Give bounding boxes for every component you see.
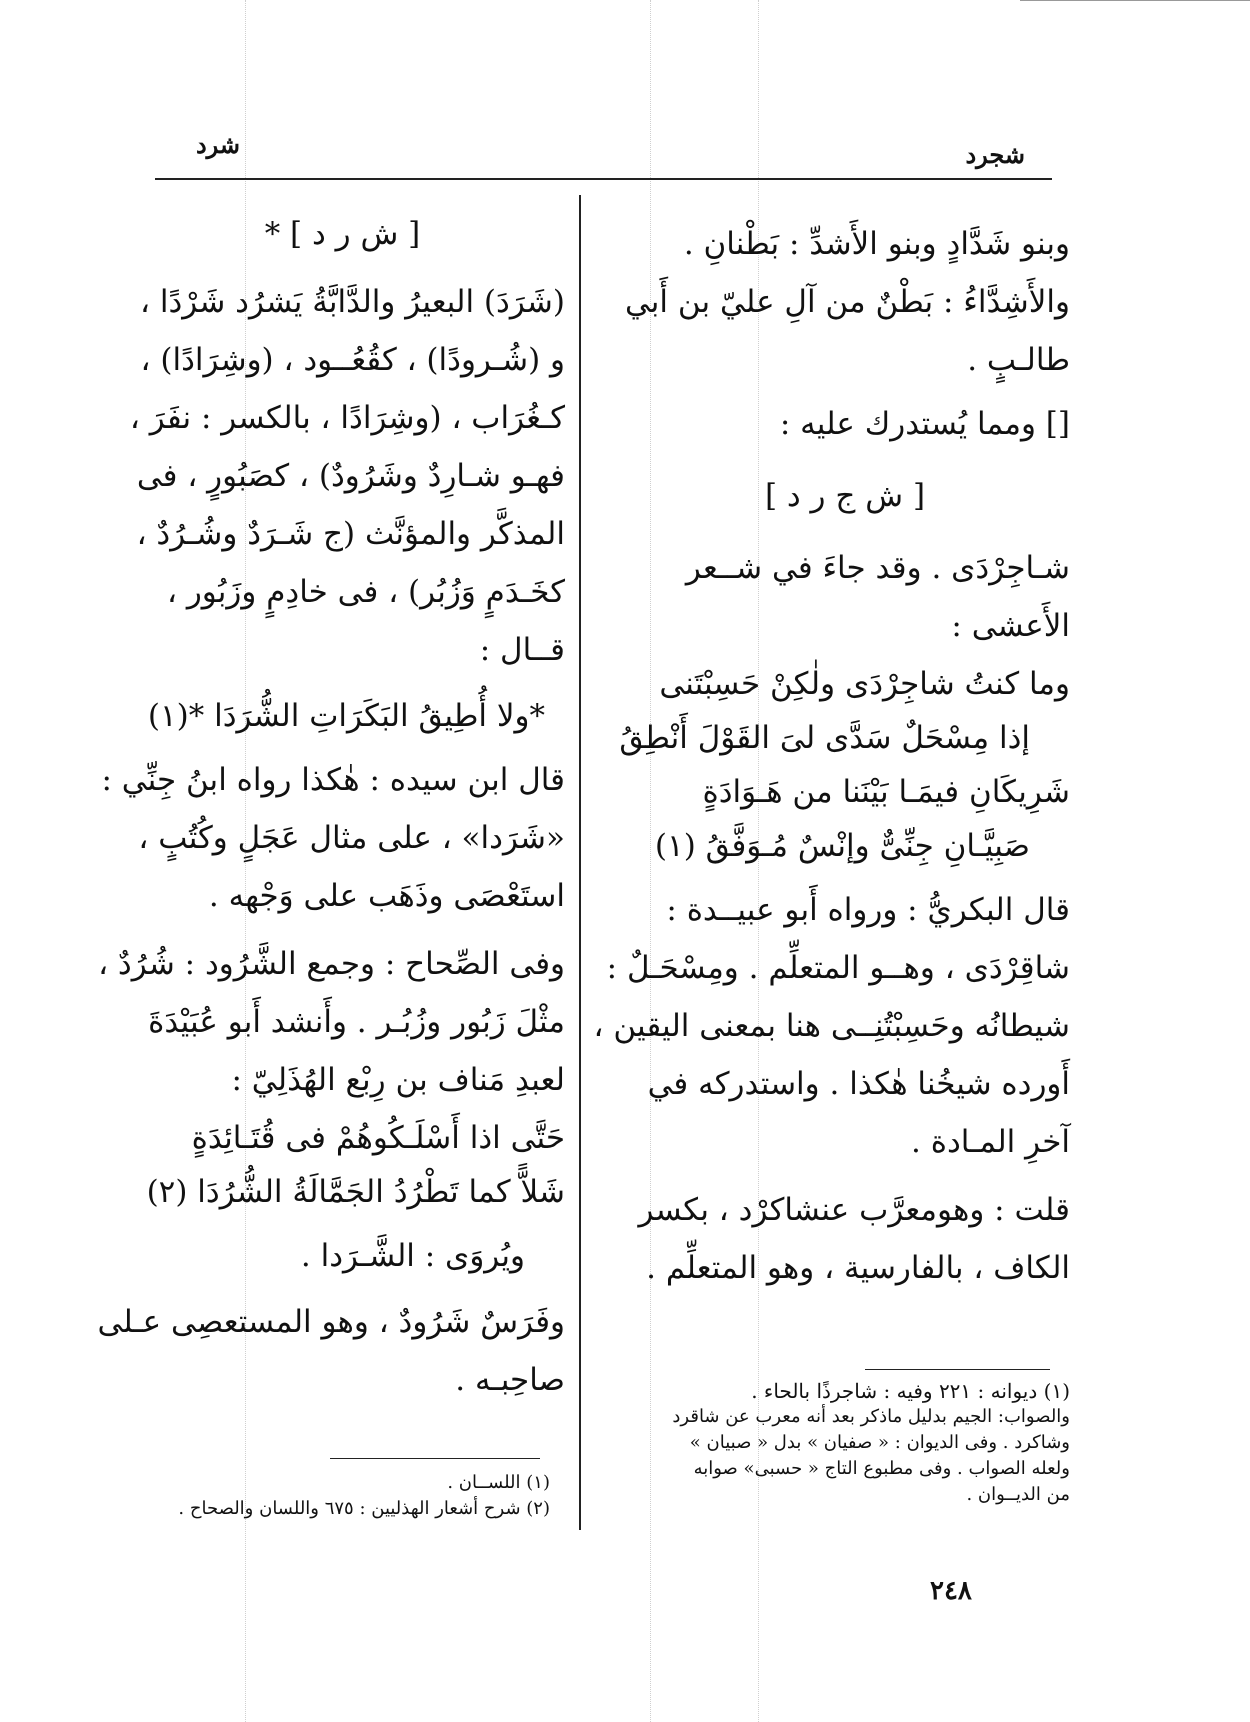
text-line: استَعْصَى وذَهَب على وَجْهه . (208, 878, 565, 914)
text-line: (شَرَدَ) البعيرُ والدَّابَّةُ يَشرُد شَرْدًا ، (139, 284, 565, 320)
text-line: شـاجِرْدَى . وقد جاءَ في شــعر (685, 550, 1070, 586)
footnote-rule (865, 1369, 1050, 1370)
text-line: قال ابن سيده : هٰكذا رواه ابنُ جِنِّي : (101, 762, 565, 798)
footnote-line: (١) ديوانه : ٢٢١ وفيه : شاجرذًا بالحاء . (751, 1379, 1070, 1403)
text-line: وفى الصِّحاح : وجمع الشَّرُود : شُرُدٌ ، (98, 946, 565, 982)
text-line: صاحِبـه . (455, 1362, 565, 1398)
text-line: الكاف ، بالفارسية ، وهو المتعلِّم . (646, 1250, 1070, 1286)
footnote-line: ولعله الصواب . وفى مطبوع التاج « حسبى» صوابه (693, 1458, 1070, 1479)
text-line: آخرِ المـادة . (911, 1124, 1070, 1160)
left-column (97, 205, 565, 1409)
footnote-line: (١) اللســان . (447, 1472, 550, 1493)
text-line: وبنو شَدَّادٍ وبنو الأَشدِّ : بَطْنانِ . (683, 226, 1070, 262)
text-line: ويُروَى : الشَّـرَدا . (300, 1238, 525, 1274)
text-line: وفَرَسٌ شَرُودٌ ، وهو المستعصِى عـلى (97, 1304, 565, 1340)
poem-line: صَبِيَّـانِ جِنِّىٌّ وإنْسٌ مُـوَفَّقُ (١) (654, 828, 1030, 864)
right-footnotes (625, 1378, 1070, 1508)
text-line: شيطانُه وحَسِبْتُنِــى هنا بمعنى اليقين ، (593, 1008, 1070, 1044)
text-line: قــال : (479, 632, 565, 668)
text-line: «شَرَدا» ، على مثال عَجَلٍ وكُتُبٍ ، (138, 820, 565, 856)
text-line: كـغُرَاب ، (وشِرَادًا ، بالكسر : نفَرَ ، (129, 400, 565, 436)
text-line: والأَشِدَّاءُ : بَطْنٌ من آلِ عليّ بن أَبي (624, 284, 1070, 320)
scan-edge-line (1020, 0, 1250, 1)
header-rule (155, 178, 1052, 180)
right-column (593, 215, 1070, 1297)
text-line: فهـو شـارِدٌ وشَرُودٌ) ، كصَبُورٍ ، فى (136, 458, 565, 494)
addition-note: [] ومما يُستدرك عليه : (779, 406, 1070, 442)
poem-line: إذا مِسْحَلٌ سَدَّى لىَ القَوْلَ أَنْطِقُ (619, 720, 1030, 756)
header-right-word: شجرد (965, 140, 1025, 169)
footnote-line: وشاكرد . وفى الديوان : « صفيان » بدل « صبيان » (689, 1432, 1070, 1453)
poem-line: حَتَّى اذا أَسْلَـكُوهُمْ فى قُتَـائِدَةٍ (191, 1120, 565, 1156)
footnote-line: والصواب: الجيم بدليل ماذكر بعد أنه معرب عن شاقرد (672, 1406, 1070, 1427)
entry-heading: [ ش ج ر د ] (764, 478, 926, 514)
text-line: الأَعشى : (951, 608, 1070, 644)
text-line: شاقِرْدَى ، وهــو المتعلِّم . ومِسْحَـلٌ : (606, 950, 1070, 986)
footnote-line: من الديــوان . (966, 1484, 1070, 1505)
text-line: قال البكريُّ : ورواه أَبو عبيــدة : (666, 892, 1070, 928)
left-footnotes (135, 1470, 550, 1522)
text-line: لعبدِ مَناف بن رِبْع الهُذَلِيّ : (231, 1062, 565, 1098)
page-number: ٢٤٨ (930, 1576, 972, 1606)
text-line: أَورده شيخُنا هٰكذا . واستدركه في (647, 1066, 1070, 1102)
text-line: قلت : وهومعرَّب عنشاكرْد ، بكسر (638, 1192, 1070, 1228)
text-line: طالـبٍ . (967, 342, 1070, 378)
footnote-line: (٢) شرح أشعار الهذليين : ٦٧٥ واللسان والصحاح . (178, 1498, 550, 1519)
footnote-rule (330, 1458, 540, 1459)
column-separator (579, 195, 581, 1530)
verse-line: *ولا أُطِيقُ البَكَرَاتِ الشُّرَدَا *(١) (147, 698, 545, 734)
text-line: و (شُـرودًا) ، كقُعُــود ، (وشِرَادًا) ، (140, 342, 565, 378)
text-line: كخَـدَمٍ وَزُبُر) ، فى خادِمٍ وزَبُور ، (166, 574, 565, 610)
poem-line: وما كنتُ شاجِرْدَى ولٰكِنْ حَسِبْتَنى (659, 666, 1070, 702)
entry-heading: [ ش ر د ] * (264, 216, 421, 252)
poem-line: شَلاًّ كما تَطْرُدُ الجَمَّالَةُ الشُّرُدَا (٢) (146, 1174, 565, 1210)
header-left-word: شرد (195, 130, 240, 159)
poem-line: شَرِيكَانِ فيمَـا بَيْنَنا من هَـوَادَةٍ (702, 774, 1070, 810)
text-line: المذكَّر والمؤنَّث (ج شَـرَدٌ وشُـرُدٌ ، (136, 516, 565, 552)
text-line: مثْلَ زَبُور وزُبُـر . وأَنشد أَبو عُبَيْدَةَ (148, 1004, 565, 1040)
